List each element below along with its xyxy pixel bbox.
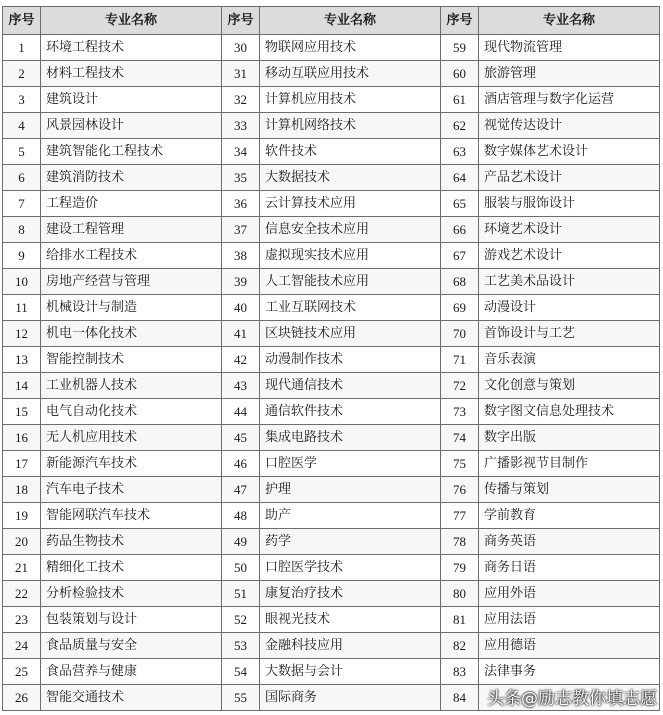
major-name: 包装策划与设计 [41, 607, 222, 633]
major-index: 55 [222, 685, 260, 711]
major-index: 1 [3, 35, 41, 61]
major-name: 护理 [260, 477, 441, 503]
table-row [3, 503, 660, 529]
major-name: 数字出版 [479, 425, 660, 451]
major-name: 药品生物技术 [41, 529, 222, 555]
major-index: 60 [441, 61, 479, 87]
major-name: 商务日语 [479, 555, 660, 581]
table-row [3, 269, 660, 295]
major-index: 68 [441, 269, 479, 295]
major-name: 应用德语 [479, 633, 660, 659]
major-name: 机械设计与制造 [41, 295, 222, 321]
major-index: 37 [222, 217, 260, 243]
major-index: 5 [3, 139, 41, 165]
major-name: 集成电路技术 [260, 425, 441, 451]
major-index: 53 [222, 633, 260, 659]
major-index: 30 [222, 35, 260, 61]
major-name: 产品艺术设计 [479, 165, 660, 191]
major-name: 房地产经营与管理 [41, 269, 222, 295]
table-row [3, 581, 660, 607]
major-index: 75 [441, 451, 479, 477]
table-row [3, 607, 660, 633]
major-name: 机电一体化技术 [41, 321, 222, 347]
major-name: 精细化工技术 [41, 555, 222, 581]
major-name: 眼视光技术 [260, 607, 441, 633]
table-row [3, 555, 660, 581]
major-name: 工业机器人技术 [41, 373, 222, 399]
major-index: 45 [222, 425, 260, 451]
major-index: 77 [441, 503, 479, 529]
major-name: 云计算技术应用 [260, 191, 441, 217]
major-index: 66 [441, 217, 479, 243]
major-index: 7 [3, 191, 41, 217]
major-name: 风景园林设计 [41, 113, 222, 139]
table-row [3, 347, 660, 373]
major-name: 计算机应用技术 [260, 87, 441, 113]
major-index: 18 [3, 477, 41, 503]
major-name: 建筑消防技术 [41, 165, 222, 191]
major-name: 商务英语 [479, 529, 660, 555]
major-name: 口腔医学技术 [260, 555, 441, 581]
major-index: 6 [3, 165, 41, 191]
major-index: 35 [222, 165, 260, 191]
major-name: 现代通信技术 [260, 373, 441, 399]
major-index: 78 [441, 529, 479, 555]
major-index: 44 [222, 399, 260, 425]
table-row [3, 633, 660, 659]
major-name: 首饰设计与工艺 [479, 321, 660, 347]
major-index: 8 [3, 217, 41, 243]
major-name: 工程造价 [41, 191, 222, 217]
major-index: 62 [441, 113, 479, 139]
major-name: 金融科技应用 [260, 633, 441, 659]
major-index: 26 [3, 685, 41, 711]
major-name: 动漫制作技术 [260, 347, 441, 373]
major-name: 移动互联应用技术 [260, 61, 441, 87]
major-index: 47 [222, 477, 260, 503]
major-name: 音乐表演 [479, 347, 660, 373]
major-index: 69 [441, 295, 479, 321]
major-name: 软件技术 [260, 139, 441, 165]
header-row [3, 7, 660, 35]
major-name: 食品营养与健康 [41, 659, 222, 685]
majors-table [2, 6, 660, 711]
major-index: 51 [222, 581, 260, 607]
major-index: 59 [441, 35, 479, 61]
major-index: 70 [441, 321, 479, 347]
major-name: 智能网联汽车技术 [41, 503, 222, 529]
major-name: 分析检验技术 [41, 581, 222, 607]
major-index: 24 [3, 633, 41, 659]
major-name: 服装与服饰设计 [479, 191, 660, 217]
major-name: 材料工程技术 [41, 61, 222, 87]
major-name: 无人机应用技术 [41, 425, 222, 451]
major-index: 39 [222, 269, 260, 295]
header-index: 序号 [3, 7, 41, 35]
table-row [3, 399, 660, 425]
major-name: 环境艺术设计 [479, 217, 660, 243]
table-body [3, 35, 660, 711]
header-index: 序号 [222, 7, 260, 35]
major-index: 22 [3, 581, 41, 607]
major-name: 传播与策划 [479, 477, 660, 503]
major-name: 物联网应用技术 [260, 35, 441, 61]
major-index: 49 [222, 529, 260, 555]
major-index: 25 [3, 659, 41, 685]
major-name: 区块链技术应用 [260, 321, 441, 347]
major-index: 83 [441, 659, 479, 685]
major-index: 16 [3, 425, 41, 451]
major-index: 80 [441, 581, 479, 607]
major-index: 72 [441, 373, 479, 399]
major-name: 现代物流管理 [479, 35, 660, 61]
major-index: 33 [222, 113, 260, 139]
major-index: 65 [441, 191, 479, 217]
major-name: 电气自动化技术 [41, 399, 222, 425]
major-index: 19 [3, 503, 41, 529]
major-index: 63 [441, 139, 479, 165]
header-major-name: 专业名称 [41, 7, 222, 35]
major-index: 13 [3, 347, 41, 373]
major-index: 41 [222, 321, 260, 347]
major-index: 14 [3, 373, 41, 399]
major-index: 12 [3, 321, 41, 347]
major-index: 15 [3, 399, 41, 425]
major-name: 通信软件技术 [260, 399, 441, 425]
major-index: 71 [441, 347, 479, 373]
major-name: 旅游管理 [479, 61, 660, 87]
major-index: 40 [222, 295, 260, 321]
table-row [3, 451, 660, 477]
major-index: 73 [441, 399, 479, 425]
table-row [3, 373, 660, 399]
major-index: 61 [441, 87, 479, 113]
major-index: 43 [222, 373, 260, 399]
major-name: 视觉传达设计 [479, 113, 660, 139]
major-index: 64 [441, 165, 479, 191]
table-row [3, 659, 660, 685]
major-name: 文化创意与策划 [479, 373, 660, 399]
major-index: 82 [441, 633, 479, 659]
major-name: 建设工程管理 [41, 217, 222, 243]
major-name: 康复治疗技术 [260, 581, 441, 607]
table-row [3, 243, 660, 269]
major-name: 广播影视节目制作 [479, 451, 660, 477]
major-index: 67 [441, 243, 479, 269]
major-name: 数字图文信息处理技术 [479, 399, 660, 425]
major-name: 动漫设计 [479, 295, 660, 321]
major-index: 36 [222, 191, 260, 217]
major-index: 10 [3, 269, 41, 295]
major-name: 工业互联网技术 [260, 295, 441, 321]
major-index: 38 [222, 243, 260, 269]
table-row [3, 425, 660, 451]
major-index: 81 [441, 607, 479, 633]
major-index: 46 [222, 451, 260, 477]
major-index: 17 [3, 451, 41, 477]
major-index: 74 [441, 425, 479, 451]
major-name: 食品质量与安全 [41, 633, 222, 659]
table-row [3, 295, 660, 321]
major-name: 新能源汽车技术 [41, 451, 222, 477]
table-row [3, 61, 660, 87]
table-row [3, 35, 660, 61]
major-name: 大数据技术 [260, 165, 441, 191]
major-index: 76 [441, 477, 479, 503]
major-name: 学前教育 [479, 503, 660, 529]
table-row [3, 113, 660, 139]
major-index: 50 [222, 555, 260, 581]
major-name: 工艺美术品设计 [479, 269, 660, 295]
major-index: 20 [3, 529, 41, 555]
major-name: 智能交通技术 [41, 685, 222, 711]
major-name: 给排水工程技术 [41, 243, 222, 269]
major-name: 建筑设计 [41, 87, 222, 113]
table-row [3, 217, 660, 243]
major-name: 应用外语 [479, 581, 660, 607]
major-name: 信息安全技术应用 [260, 217, 441, 243]
table-row [3, 191, 660, 217]
major-name: 汽车电子技术 [41, 477, 222, 503]
major-name: 国际商务 [260, 685, 441, 711]
major-index: 54 [222, 659, 260, 685]
major-name: 虚拟现实技术应用 [260, 243, 441, 269]
major-index: 34 [222, 139, 260, 165]
major-name: 游戏艺术设计 [479, 243, 660, 269]
major-name: 助产 [260, 503, 441, 529]
major-name: 应用法语 [479, 607, 660, 633]
header-index: 序号 [441, 7, 479, 35]
major-index: 9 [3, 243, 41, 269]
major-name: 数字媒体艺术设计 [479, 139, 660, 165]
major-index: 32 [222, 87, 260, 113]
major-name: 智能控制技术 [41, 347, 222, 373]
major-index: 3 [3, 87, 41, 113]
major-name: 建筑智能化工程技术 [41, 139, 222, 165]
major-name: 大数据与会计 [260, 659, 441, 685]
major-index: 42 [222, 347, 260, 373]
table-row [3, 321, 660, 347]
major-name: 计算机网络技术 [260, 113, 441, 139]
major-index: 52 [222, 607, 260, 633]
table-row [3, 529, 660, 555]
watermark: 头条@励志教你填志愿 [487, 689, 657, 709]
major-index: 4 [3, 113, 41, 139]
table-row [3, 87, 660, 113]
header-major-name: 专业名称 [260, 7, 441, 35]
header-major-name: 专业名称 [479, 7, 660, 35]
major-name: 口腔医学 [260, 451, 441, 477]
major-name: 环境工程技术 [41, 35, 222, 61]
major-name: 药学 [260, 529, 441, 555]
major-name: 人工智能技术应用 [260, 269, 441, 295]
major-index: 31 [222, 61, 260, 87]
major-index: 2 [3, 61, 41, 87]
major-index: 84 [441, 685, 479, 711]
table-row [3, 477, 660, 503]
table-row [3, 139, 660, 165]
major-name: 法律事务 [479, 659, 660, 685]
major-index: 21 [3, 555, 41, 581]
major-index: 23 [3, 607, 41, 633]
table-row [3, 165, 660, 191]
major-index: 11 [3, 295, 41, 321]
major-name: 酒店管理与数字化运营 [479, 87, 660, 113]
major-index: 48 [222, 503, 260, 529]
major-index: 79 [441, 555, 479, 581]
